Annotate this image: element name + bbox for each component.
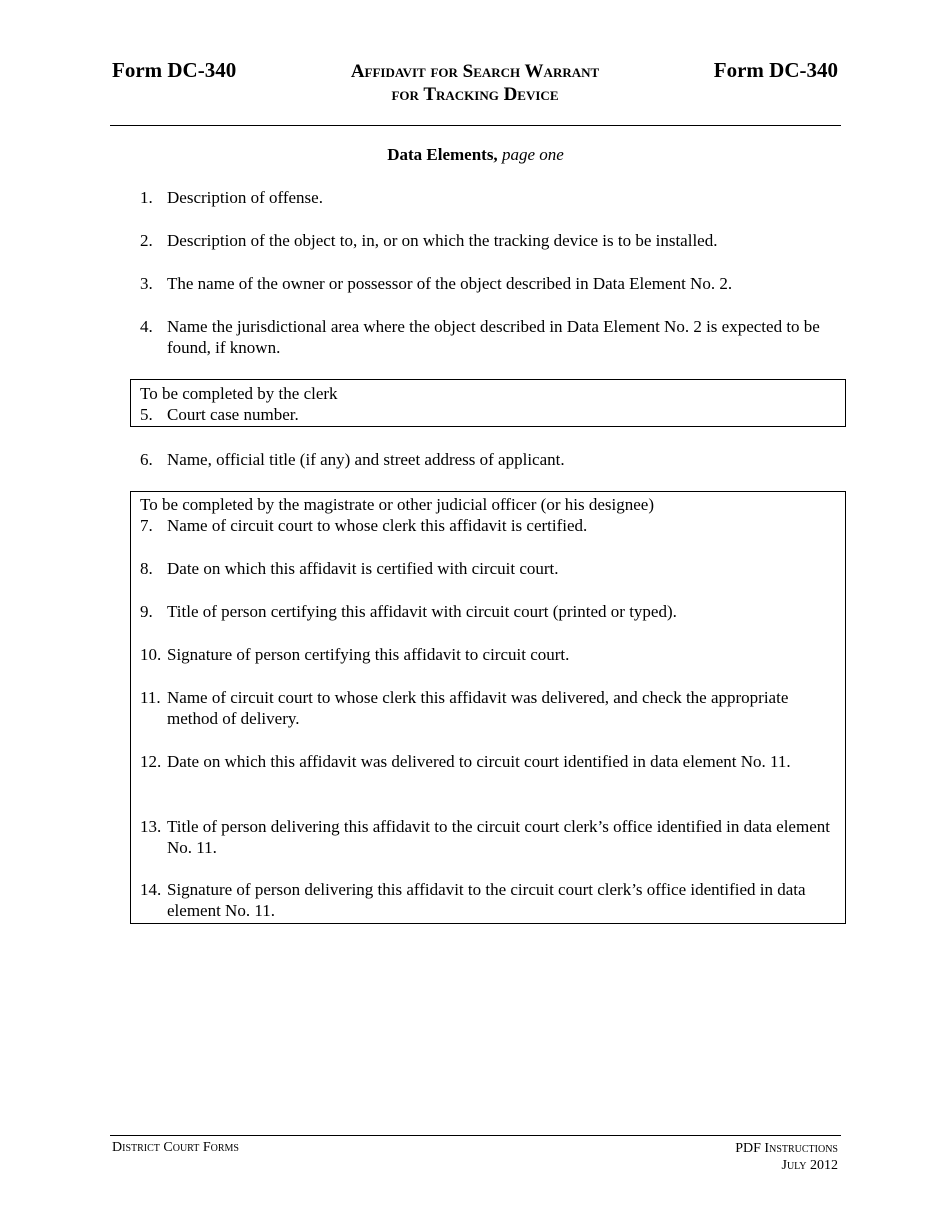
data-element-number: 11. [140, 688, 161, 707]
data-element-text: Title of person delivering this affidavit to the circuit court clerk’s office identified in data element No. 11. [167, 817, 830, 857]
footer-divider [110, 1135, 841, 1136]
data-element-text: Name the jurisdictional area where the object described in Data Element No. 2 is expected to be found, if known. [167, 317, 820, 357]
data-element-number: 1. [140, 188, 153, 207]
section-heading-bold: Data Elements, [387, 145, 498, 164]
data-element-6 [140, 449, 835, 470]
data-element-11 [140, 687, 835, 729]
data-element-7 [140, 515, 835, 536]
form-number-right: Form DC-340 [713, 58, 838, 82]
data-element-text: Date on which this affidavit is certified with circuit court. [167, 559, 559, 578]
data-element-13 [140, 816, 835, 858]
data-element-number: 6. [140, 450, 153, 469]
form-number-left: Form DC-340 [112, 58, 237, 82]
data-element-number: 7. [140, 516, 153, 535]
data-element-text: Signature of person certifying this affidavit to circuit court. [167, 645, 570, 664]
section-heading [110, 145, 841, 165]
data-element-number: 2. [140, 231, 153, 250]
data-element-12 [140, 751, 835, 772]
section-heading-italic: page one [501, 145, 564, 164]
data-element-number: 10. [140, 645, 162, 664]
data-element-text: Name of circuit court to whose clerk this affidavit was delivered, and check the appropriate method of delivery. [167, 688, 789, 728]
data-element-text: Signature of person delivering this affidavit to the circuit court clerk’s office identified in data element No. 11. [167, 880, 806, 920]
data-element-number: 14. [140, 880, 162, 899]
document-title [250, 60, 700, 106]
data-element-number: 8. [140, 559, 153, 578]
data-element-4 [140, 316, 835, 358]
data-element-text: Name, official title (if any) and street address of applicant. [167, 450, 565, 469]
data-element-text: Name of circuit court to whose clerk this affidavit is certified. [167, 516, 588, 535]
footer-right [735, 1140, 838, 1174]
document-title-line2: for Tracking Device [391, 84, 559, 105]
data-element-text: Court case number. [167, 405, 299, 424]
data-element-text: Title of person certifying this affidavit with circuit court (printed or typed). [167, 602, 677, 621]
clerk-box-label: To be completed by the clerk [140, 384, 338, 403]
data-element-number: 13. [140, 817, 162, 836]
data-element-14 [140, 879, 835, 921]
data-element-number: 3. [140, 274, 153, 293]
data-element-number: 12. [140, 752, 162, 771]
magistrate-box-label: To be completed by the magistrate or other judicial officer (or his designee) [140, 495, 654, 514]
data-element-text: Description of the object to, in, or on which the tracking device is to be installed. [167, 231, 718, 250]
data-element-5 [140, 404, 835, 425]
footer-right-line1: PDF Instructions [735, 1141, 838, 1156]
document-title-line1: Affidavit for Search Warrant [350, 61, 600, 82]
footer-left: District Court Forms [112, 1140, 239, 1155]
data-element-number: 5. [140, 405, 153, 424]
footer-right-line2: July 2012 [781, 1158, 838, 1173]
header-divider [110, 125, 841, 126]
data-element-10 [140, 644, 835, 665]
data-element-1 [140, 187, 835, 208]
data-element-2 [140, 230, 835, 251]
data-element-number: 9. [140, 602, 153, 621]
data-element-3 [140, 273, 835, 294]
data-element-9 [140, 601, 835, 622]
data-element-text: Description of offense. [167, 188, 323, 207]
data-element-number: 4. [140, 317, 153, 336]
data-element-text: The name of the owner or possessor of the object described in Data Element No. 2. [167, 274, 733, 293]
data-element-text: Date on which this affidavit was delivered to circuit court identified in data element No. 11. [167, 752, 791, 771]
data-element-8 [140, 558, 835, 579]
